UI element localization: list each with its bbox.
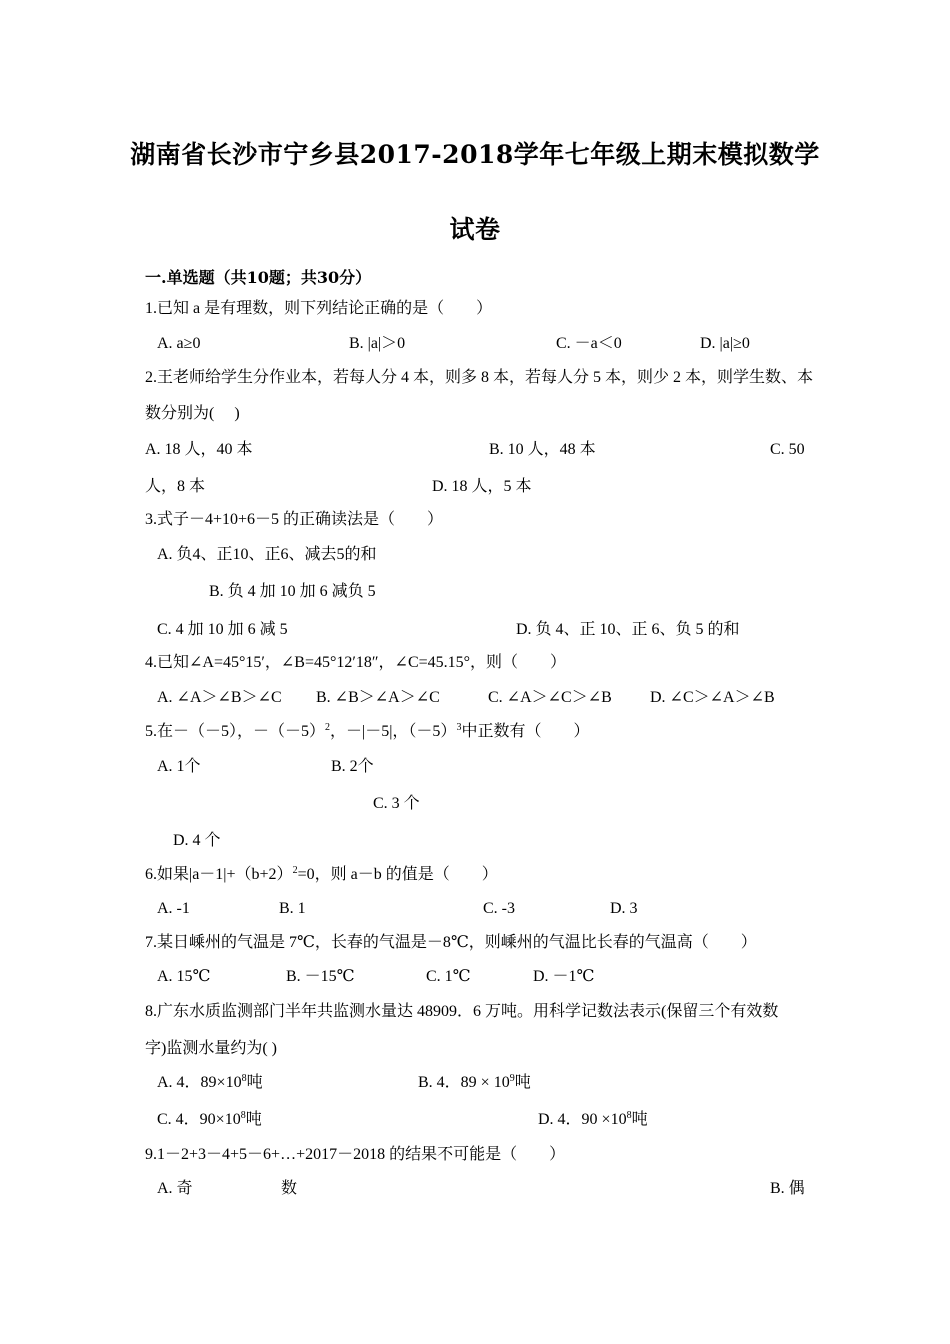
q7-stem: 7.某日嵊州的气温是 7℃，长春的气温是－8℃，则嵊州的气温比长春的气温高（ ） — [145, 934, 757, 951]
q8-option-d-exponent: 8 — [626, 1110, 632, 1121]
exam-title-line2: 试卷 — [449, 215, 501, 244]
q5-option-a: A. 1个 — [157, 758, 201, 775]
q6-stem-part1: 6.如果|a－1|+（b+2） — [145, 866, 293, 883]
q6-option-a: A. -1 — [157, 900, 190, 917]
q5-stem-part2: ，－|－5|，（－5） — [330, 723, 457, 740]
q2-stem-line1: 2.王老师给学生分作业本，若每人分 4 本，则多 8 本，若每人分 5 本，则少 2 本，则学生数、本 — [145, 369, 814, 386]
q6-option-b: B. 1 — [279, 900, 306, 917]
q4-option-c: C. ∠A＞∠C＞∠B — [488, 689, 612, 706]
q3-stem: 3.式子－4+10+6－5 的正确读法是（ ） — [145, 511, 444, 528]
q2-option-c-part1: C. 50 — [770, 441, 805, 458]
q9-option-a-part2: 数 — [281, 1180, 298, 1197]
q6-option-c: C. -3 — [483, 900, 515, 917]
q7-option-a: A. 15℃ — [157, 968, 211, 985]
q3-option-a: A. 负4、正10、正6、减去5的和 — [157, 546, 377, 563]
q8-option-b — [418, 1073, 531, 1093]
q8-option-d-base: D. 4．90 ×10 — [538, 1111, 627, 1128]
q4-option-b: B. ∠B＞∠A＞∠C — [316, 689, 440, 706]
q2-option-c-part2: 人，8 本 — [145, 478, 206, 495]
q1-option-d: D. |a|≥0 — [700, 335, 750, 352]
q7-option-d: D. －1℃ — [533, 968, 595, 985]
q4-option-a: A. ∠A＞∠B＞∠C — [157, 689, 282, 706]
q6-exponent: 2 — [292, 865, 298, 876]
q7-option-c: C. 1℃ — [426, 968, 471, 985]
q3-option-b: B. 负 4 加 10 加 6 减负 5 — [209, 583, 376, 600]
q8-option-c-base: C. 4．90×10 — [157, 1111, 241, 1128]
q8-option-c-unit: 吨 — [245, 1111, 262, 1128]
q6-option-d: D. 3 — [610, 900, 638, 917]
q5-option-b: B. 2个 — [331, 758, 374, 775]
q8-option-b-base: B. 4．89 × 10 — [418, 1074, 510, 1091]
exam-title-line1: 湖南省长沙市宁乡县2017-2018学年七年级上期末模拟数学 — [130, 140, 820, 169]
q5-option-d: D. 4 个 — [173, 832, 221, 849]
q8-stem-line1: 8.广东水质监测部门半年共监测水量达 48909．6 万吨。用科学记数法表示(保留三个有效数 — [145, 1003, 779, 1020]
q8-option-d-unit: 吨 — [631, 1111, 648, 1128]
q1-option-b: B. |a|＞0 — [349, 335, 406, 352]
q2-option-d: D. 18 人，5 本 — [432, 478, 532, 495]
q1-option-a: A. a≥0 — [157, 335, 201, 352]
q5-exponent-2: 3 — [456, 722, 462, 733]
q2-option-b: B. 10 人，48 本 — [489, 441, 596, 458]
q9-stem: 9.1－2+3－4+5－6+…+2017－2018 的结果不可能是（ ） — [145, 1146, 566, 1163]
q8-option-a-unit: 吨 — [246, 1074, 263, 1091]
q5-option-c: C. 3 个 — [373, 795, 420, 812]
q8-option-a-exponent: 8 — [241, 1073, 247, 1084]
q4-option-d: D. ∠C＞∠A＞∠B — [650, 689, 775, 706]
q6-stem-part2: =0，则 a－b 的值是（ ） — [297, 866, 498, 883]
q1-stem: 1.已知 a 是有理数，则下列结论正确的是（ ） — [145, 300, 493, 317]
section-heading: 一.单选题（共10题；共30分） — [145, 268, 372, 287]
q9-option-a-part1: A. 奇 — [157, 1180, 193, 1197]
q8-option-b-exponent: 9 — [509, 1073, 515, 1084]
q3-option-c: C. 4 加 10 加 6 减 5 — [157, 621, 288, 638]
q3-option-d: D. 负 4、正 10、正 6、负 5 的和 — [516, 621, 740, 638]
q4-stem: 4.已知∠A=45°15′，∠B=45°12′18″，∠C=45.15°，则（ ） — [145, 654, 567, 671]
q5-stem — [145, 722, 589, 742]
q8-option-b-unit: 吨 — [514, 1074, 531, 1091]
q8-option-a-base: A. 4．89×10 — [157, 1074, 242, 1091]
q2-stem-line2: 数分别为( ) — [145, 405, 240, 422]
q8-option-c-exponent: 8 — [240, 1110, 246, 1121]
q8-stem-line2: 字)监测水量约为( ) — [145, 1040, 277, 1057]
q8-option-a — [157, 1073, 263, 1093]
q5-stem-part3: 中正数有（ ） — [461, 723, 590, 740]
q8-option-c — [157, 1110, 262, 1130]
q2-option-a: A. 18 人，40 本 — [145, 441, 253, 458]
q8-option-d — [538, 1110, 648, 1130]
q1-option-c: C. －a＜0 — [556, 335, 622, 352]
q5-exponent-1: 2 — [325, 722, 331, 733]
q5-stem-part1: 5.在－（－5），－（－5） — [145, 723, 326, 740]
q6-stem — [145, 865, 498, 885]
q7-option-b: B. －15℃ — [286, 968, 355, 985]
q9-option-b: B. 偶 — [770, 1180, 805, 1197]
